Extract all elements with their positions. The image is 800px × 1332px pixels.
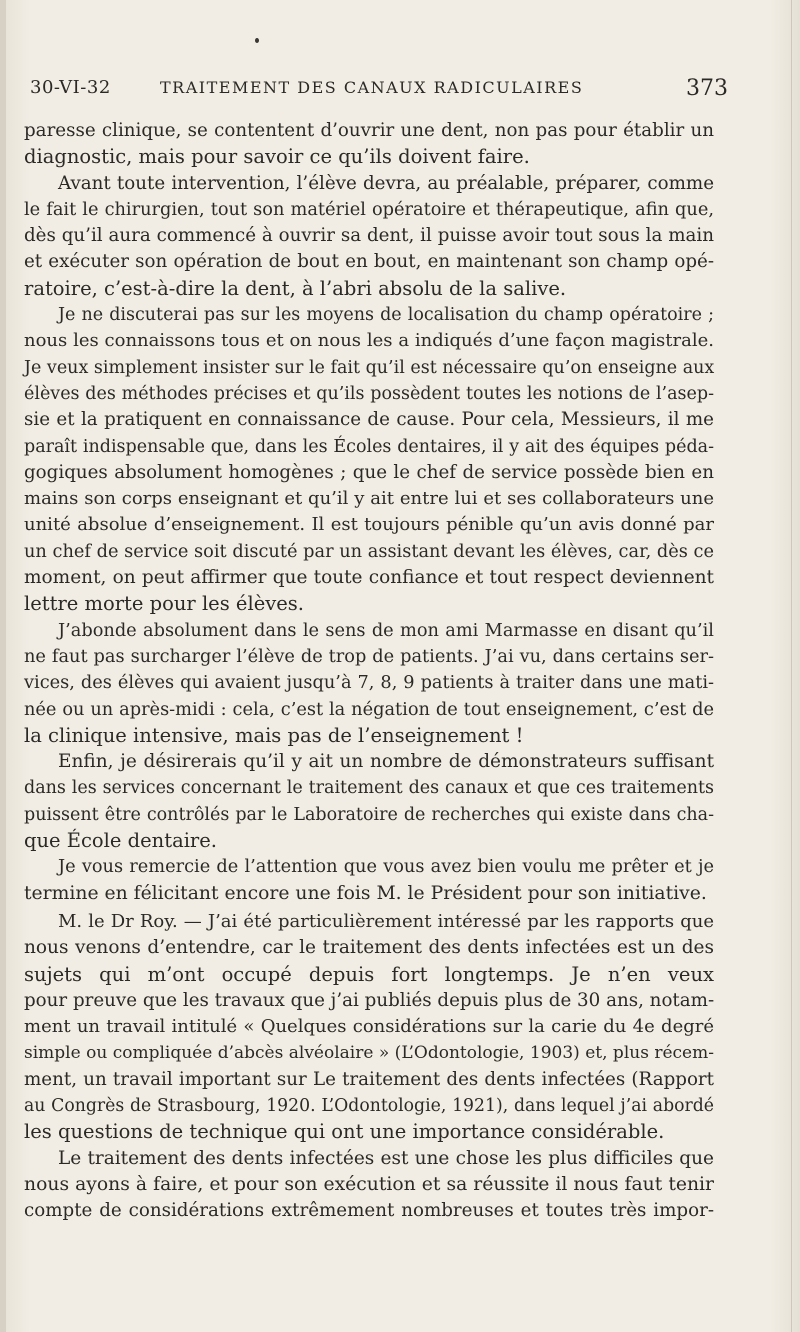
binding-gutter xyxy=(0,0,6,1332)
running-header xyxy=(28,72,728,104)
text-line: Le traitement des dents infectées est une chose les plus difficiles que xyxy=(58,1147,714,1169)
text-line: que École dentaire. xyxy=(24,829,217,853)
text-line: ratoire, c’est-à-dire la dent, à l’abri absolu de la salive. xyxy=(24,276,567,300)
text-line: Je ne discuterai pas sur les moyens de localisation du champ opératoire ; xyxy=(58,305,714,326)
text-line: ment un travail intitulé « Quelques considérations sur la carie du 4e degré xyxy=(24,1016,714,1038)
text-line: mains son corps enseignant et qu’il y ait entre lui et ses collaborateurs une xyxy=(24,488,714,510)
text-line: et exécuter son opération de bout en bout, en maintenant son champ opé- xyxy=(24,251,714,273)
body-text xyxy=(24,118,714,1224)
text-line: termine en félicitant encore une fois M. le Président pour son initiative. xyxy=(24,882,707,904)
page-number: 373 xyxy=(686,76,728,101)
text-line: le fait le chirurgien, tout son matériel opératoire et thérapeutique, afin que, xyxy=(24,199,714,220)
text-line: au Congrès de Strasbourg, 1920. L’Odontologie, 1921), dans lequel j’ai abordé xyxy=(24,1095,714,1116)
text-line: moment, on peut affirmer que toute confiance et tout respect deviennent xyxy=(24,567,714,589)
text-line: puissent être contrôlés par le Laboratoire de recherches qui existe dans cha- xyxy=(24,804,714,825)
text-line: gogiques absolument homogènes ; que le chef de service possède bien en xyxy=(24,461,714,483)
text-line: paraît indispensable que, dans les Écoles dentaires, il y ait des équipes péda- xyxy=(24,436,714,457)
page-edge xyxy=(791,0,792,1332)
text-line: compte de considérations extrêmement nombreuses et toutes très impor- xyxy=(24,1200,714,1222)
text-line: dès qu’il aura commencé à ouvrir sa dent, il puisse avoir tout sous la main xyxy=(24,225,714,247)
text-line: sie et la pratiquent en connaissance de cause. Pour cela, Messieurs, il me xyxy=(24,409,714,431)
text-line: diagnostic, mais pour savoir ce qu’ils doivent faire. xyxy=(24,145,530,169)
text-line: Enfin, je désirerais qu’il y ait un nombre de démonstrateurs suffisant xyxy=(58,751,714,773)
text-line: pour preuve que les travaux que j’ai publiés depuis plus de 30 ans, notam- xyxy=(24,989,715,1011)
text-line: paresse clinique, se contentent d’ouvrir une dent, non pas pour établir un xyxy=(24,120,714,141)
text-line: vices, des élèves qui avaient jusqu’à 7, 8, 9 patients à traiter dans une mati- xyxy=(24,673,714,694)
text-line: nous ayons à faire, et pour son exécution et sa réussite il nous faut tenir xyxy=(24,1173,714,1195)
text-line: M. le Dr Roy. — J’ai été particulièrement intéressé par les rapports que xyxy=(58,910,714,932)
header-date: 30-VI-32 xyxy=(30,77,111,98)
text-line: ment, un travail important sur Le traitement des dents infectées (Rapport xyxy=(24,1068,714,1090)
text-line: J’abonde absolument dans le sens de mon ami Marmasse en disant qu’il xyxy=(58,620,714,641)
text-line: simple ou compliquée d’abcès alvéolaire » (L’Odontologie, 1903) et, plus récem- xyxy=(24,1043,714,1064)
ink-speck xyxy=(255,38,259,43)
text-line: nous les connaissons tous et on nous les a indiqués d’une façon magistrale. xyxy=(24,330,714,352)
text-line: élèves des méthodes précises et qu’ils possèdent toutes les notions de l’asep- xyxy=(24,383,714,404)
header-title: TRAITEMENT DES CANAUX RADICULAIRES xyxy=(160,78,584,97)
text-line: Je veux simplement insister sur le fait qu’il est nécessaire qu’on enseigne aux xyxy=(24,357,715,378)
text-line: un chef de service soit discuté par un assistant devant les élèves, car, dès ce xyxy=(24,541,714,562)
text-line: née ou un après-midi : cela, c’est la négation de tout enseignement, c’est de xyxy=(24,699,714,720)
text-line: lettre morte pour les élèves. xyxy=(24,592,304,616)
text-line: unité absolue d’enseignement. Il est toujours pénible qu’un avis donné par xyxy=(24,514,714,536)
text-line: les questions de technique qui ont une importance considérable. xyxy=(24,1120,665,1144)
text-line: ne faut pas surcharger l’élève de trop de patients. J’ai vu, dans certains ser- xyxy=(24,646,714,667)
text-line: Avant toute intervention, l’élève devra, au préalable, préparer, comme xyxy=(58,172,714,194)
text-line: sujets qui m’ont occupé depuis fort longtemps. Je n’en veux xyxy=(24,962,714,986)
text-line: Je vous remercie de l’attention que vous avez bien voulu me prêter et je xyxy=(58,857,714,878)
text-line: la clinique intensive, mais pas de l’enseignement ! xyxy=(24,723,524,747)
text-line: dans les services concernant le traitement des canaux et que ces traitements xyxy=(24,778,714,799)
text-line: nous venons d’entendre, car le traitement des dents infectées est un des xyxy=(24,937,714,959)
